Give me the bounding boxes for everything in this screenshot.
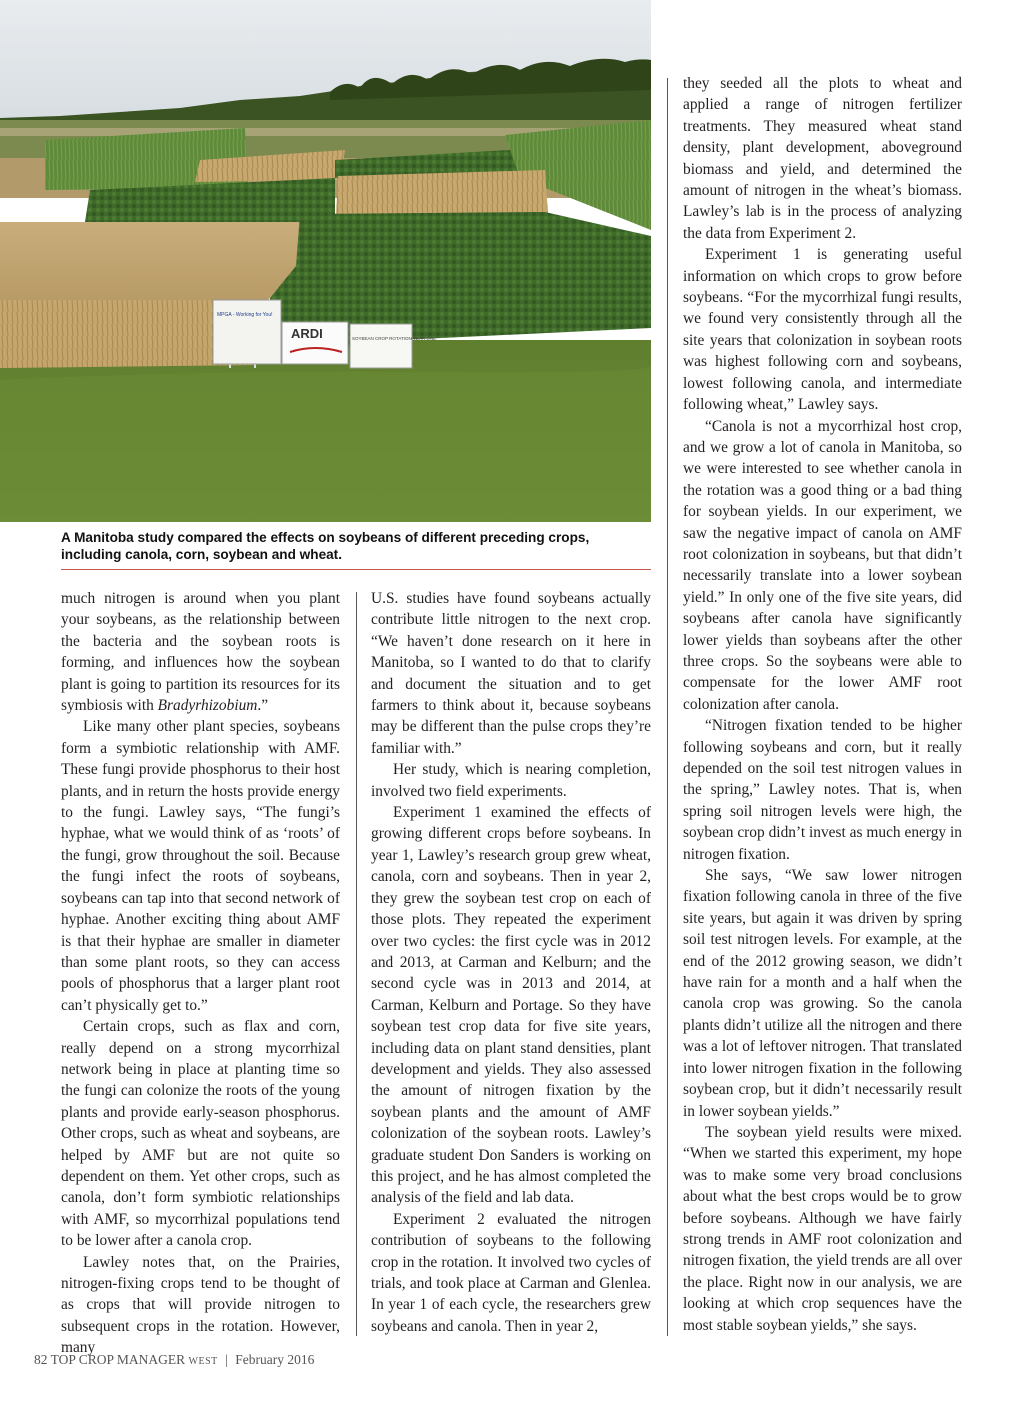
field-plots-photo [0,0,651,522]
paragraph: Lawley notes that, on the Prairies, nitrogen-fixing crops tend to be thought of as crops that will provide nitrogen to subsequent crops in the rotation. However, many [61,1253,340,1357]
magazine-edition: WEST [188,1356,218,1367]
sign-mpga-text: MPGA - Working for You! [217,312,273,318]
magazine-title: TOP CROP MANAGER [50,1352,186,1367]
column-divider [667,78,668,1336]
page-number: 82 [34,1352,48,1367]
sign-ardi-text: ARDI [291,326,323,341]
photo-caption: A Manitoba study compared the effects on soybeans of different preceding crops, including canola, corn, soybean and wheat. [61,530,590,562]
plot-wheat-center [336,170,548,215]
species-name: Bradyrhizobium [157,697,258,715]
paragraph: Experiment 2 evaluated the nitrogen contribution of soybeans to the following crop in the rotation. It involved two cycles of trials, and took place at Carman and Glenlea. In year 1 of each cycle, the researchers grew soybeans and canola. Then in year 2, [371,1210,651,1335]
paragraph: Like many other plant species, soybeans form a symbiotic relationship with AMF. These fungi provide phosphorus to their host plants, and in return the hosts provide energy to the fungi. Lawley says, “The fungi’s hyphae, what we would think of as ‘roots’ of the fungi, grow throughout the soil. Because the fungi infect the roots of soybeans, soybeans can tap into that second network of hyphae. Another exciting thing about AMF is that their hyphae are smaller in diameter than some plant roots, so they can access pools of phosphorus that a larger plant root can’t physically get to.” [61,718,340,1014]
paragraph: Her study, which is nearing completion, involved two field experiments. [371,761,651,800]
caption-rule [61,569,651,570]
paragraph: Experiment 1 is generating useful information on which crops to grow before soybeans. “For the mycorrhizal fungi results, we found very consistently through all the site years that colonization in soybean roots was highest following corn and soybeans, lowest following canola, and intermediate following wheat,” Lawley says. [683,246,962,414]
paragraph: “Canola is not a mycorrhizal host crop, and we grow a lot of canola in Manitoba, so we were interested to see whether canola in the rotation was a good thing or a bad thing for soybean yields. In our experiment, we saw the negative impact of canola on AMF root colonization in soybeans, but that didn’t necessarily translate into a lower soybean yield.” In only one of the five site years, did soybeans after canola have significantly lower yields than soybeans after the other three crops. So the soybeans were able to compensate for the lower AMF root colonization after canola. [683,417,962,713]
paragraph: The soybean yield results were mixed. “When we started this experiment, my hope was to make some very broad conclusions about what the best crops would be to grow before soybeans. Although we have fairly strong trends in AMF root colonization and nitrogen fixation, the yield trends are all over the place. Right now in our analysis, we are looking at which crop sequences have the most stable soybean yields,” she says. [683,1123,962,1334]
footer-separator: | [225,1352,228,1367]
article-column-2 [371,588,651,1337]
sign-soybean-rotation-text: SOYBEAN CROP ROTATION YEAR ONE [352,336,437,341]
paragraph: She says, “We saw lower nitrogen fixation following canola in three of the five site years, but again it was driven by spring soil test nitrogen levels. For example, at the end of the 2012 growing season, we didn’t have rain for a month and a half when the canola crop was growing. So the canola plants didn’t utilize all the nitrogen and there was a lot of leftover nitrogen. That translated into lower nitrogen fixation in the following soybean crop, but it didn’t necessarily result in lower soybean yields.” [683,867,962,1120]
paragraph: Experiment 1 examined the effects of growing different crops before soybeans. In year 1, Lawley’s research group grew wheat, canola, corn and soybeans. Then in year 2, they grew the soybean test crop on each of those plots. They repeated the experiment over two cycles: the first cycle was in 2012 and 2013, at Carman and Kelburn; and the second cycle was in 2013 and 2014, at Carman, Kelburn and Portage. So they have soybean test crop data for five site years, including data on plant stand densities, plant development and yields. They also assessed the amount of nitrogen fixation by the soybean plants and the amount of AMF colonization of the soybean roots. Lawley’s graduate student Don Sanders is working on this project, and he has almost completed the analysis of the field and lab data. [371,804,651,1207]
page-footer [34,1352,314,1368]
article-column-3 [683,73,962,1336]
paragraph: much nitrogen is around when you plant your soybeans, as the relationship between the bacteria and the soybean roots is forming, and influences how the soybean plant is going to partition its resources for its symbiosis with Bradyrhizobium.” [61,590,340,715]
paragraph: “Nitrogen fixation tended to be higher following soybeans and corn, but it really depended on the soil test nitrogen values in the spring,” Lawley notes. That is, when spring soil nitrogen levels were high, the soybean crop didn’t invest as much energy in nitrogen fixation. [683,717,962,863]
column-divider [356,592,357,1336]
sign-mpga [213,300,281,364]
paragraph: they seeded all the plots to wheat and applied a range of nitrogen fertilizer treatments. They measured wheat stand density, plant development, aboveground biomass and yield, and determined the amount of nitrogen in the wheat’s biomass. Lawley’s lab is in the process of analyzing the data from Experiment 2. [683,75,962,242]
paragraph: U.S. studies have found soybeans actually contribute little nitrogen to the next crop. “We haven’t done research on it here in Manitoba, so I wanted to do that to clarify and document the situation and to get farmers to think about it, because soybeans may be different than the pulse crops they’re familiar with.” [371,590,651,757]
issue-date: February 2016 [235,1352,315,1367]
article-column-1 [61,588,340,1359]
sign-soybean-rotation [350,324,412,368]
paragraph: Certain crops, such as flax and corn, really depend on a strong mycorrhizal network being in place at planting time so the fungi can colonize the roots of the young plants and provide early-season phosphorus. Other crops, such as wheat and soybeans, are helped by AMF but are not quite so dependent on them. Yet other crops, such as canola, don’t form symbiotic relationships with AMF, so mycorrhizal populations tend to be lower after a canola crop. [61,1018,340,1250]
